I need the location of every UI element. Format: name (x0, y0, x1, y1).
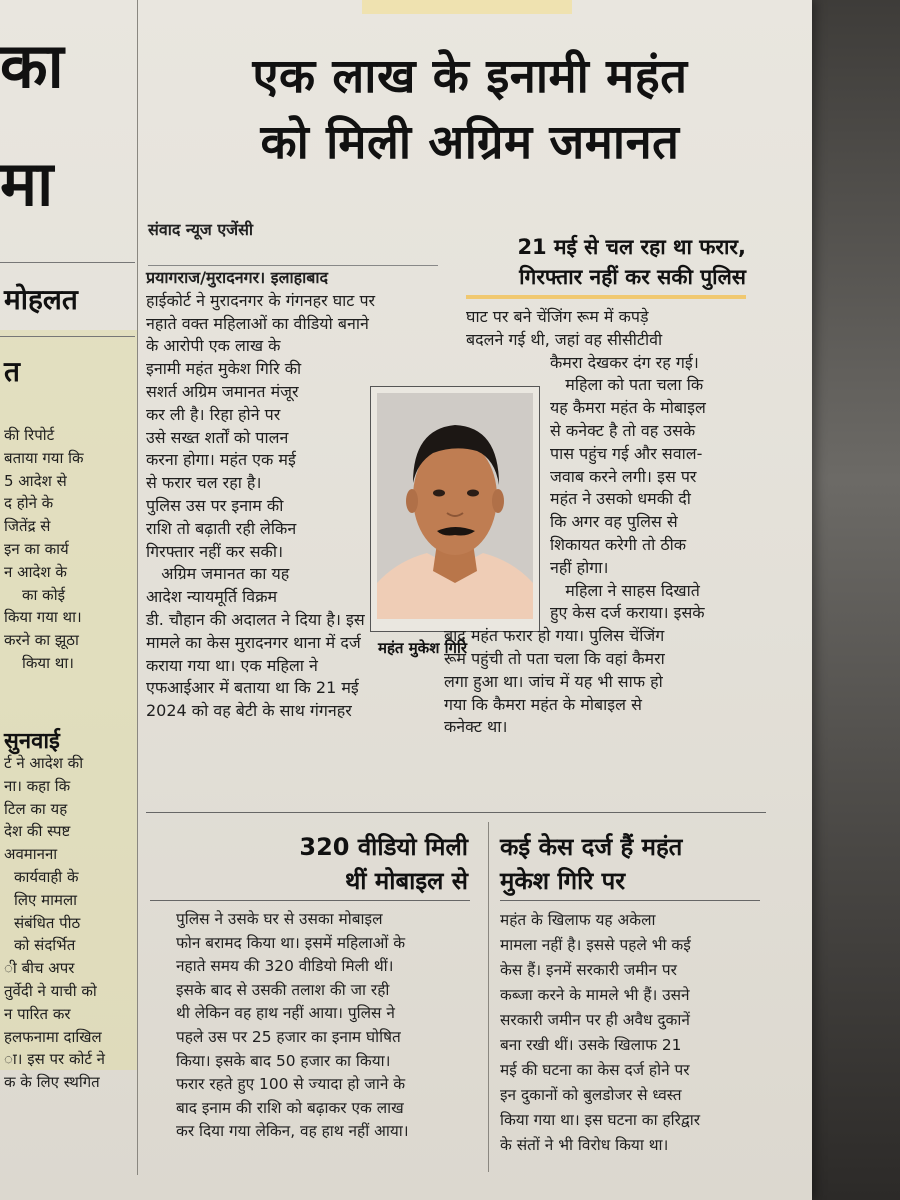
heading-line: 320 वीडियो मिली (299, 833, 468, 861)
text-line: प्रयागराज/मुरादनगर। इलाहाबाद (146, 268, 329, 287)
text-line: किया था। (22, 653, 74, 672)
photo-caption: महंत मुकेश गिरि (378, 639, 467, 657)
text-line: करने का झूठा (4, 631, 79, 650)
left-subhead-sunvai: सुनवाई (4, 729, 60, 754)
text-line: के आरोपी एक लाख के (146, 336, 281, 356)
subhead-underline (466, 295, 746, 299)
text-line: इसके बाद से उसकी तलाश की जा रही (176, 980, 390, 999)
text-line: टिल का यह (4, 799, 68, 818)
text-line: इनामी महंत मुकेश गिरि की (146, 359, 302, 379)
text-line: फरार रहते हुए 100 से ज्यादा हो जाने के (176, 1075, 406, 1094)
text-line: घाट पर बने चेंजिंग रूम में कपड़े (466, 307, 649, 326)
text-line: जवाब करने लगी। इस पर (550, 466, 697, 486)
text-line: लगा हुआ था। जांच में यह भी साफ हो (444, 671, 663, 691)
text-line: महंत ने उसको धमकी दी (550, 489, 691, 509)
box-right-text (500, 908, 770, 1158)
box-left-heading (268, 830, 468, 898)
text-line: महंत के खिलाफ यह अकेला (500, 911, 656, 929)
text-line: इन का कार्य (4, 539, 69, 558)
divider (0, 262, 135, 263)
text-line: मई की घटना का केस दर्ज होने पर (500, 1061, 690, 1079)
text-line: की रिपोर्ट (4, 426, 55, 444)
text-line: 5 आदेश से (4, 471, 67, 490)
text-line: कार्यवाही के (14, 867, 79, 886)
text-line: केस हैं। इनमें सरकारी जमीन पर (500, 961, 677, 979)
text-line: मामले का केस मुरादनगर थाना में दर्ज (146, 632, 361, 652)
text-line: बताया गया कि (4, 448, 84, 467)
divider (0, 336, 135, 337)
left-subhead-mohlat: मोहलत (4, 283, 78, 316)
box-right-heading (500, 830, 682, 898)
text-line: किया गया था। (4, 608, 82, 627)
background-surface (800, 0, 900, 1200)
left-section-fragment: त (4, 355, 20, 388)
text-line: मामला नहीं है। इससे पहले भी कई (500, 936, 691, 954)
text-line: हलफनामा दाखिल (4, 1027, 102, 1046)
text-line: को संदर्भित (14, 936, 76, 955)
text-line: करना होगा। महंत एक मई (146, 450, 296, 470)
text-line: रूम पहुंची तो पता चला कि वहां कैमरा (444, 648, 665, 668)
text-line: कराया गया था। एक महिला ने (146, 655, 318, 675)
text-line: हाईकोर्ट ने मुरादनगर के गंगनहर घाट पर (146, 290, 376, 310)
left-headline-fragment-2: मा (0, 147, 54, 220)
text-line: आदेश न्यायमूर्ति विक्रम (146, 587, 278, 607)
highlight-strip (362, 0, 572, 14)
byline-agency: संवाद न्यूज एजेंसी (148, 220, 254, 239)
article-column-2 (444, 306, 762, 739)
text-line: नहाते समय की 320 वीडियो मिली थीं। (176, 957, 394, 976)
box-column-divider (488, 822, 489, 1172)
text-line: ा। इस पर कोर्ट ने (4, 1050, 106, 1069)
subhead-line-1: 21 मई से चल रहा था फरार, (517, 235, 746, 259)
text-line: 2024 को वह बेटी के साथ गंगनहर (146, 701, 352, 721)
text-line: बना रखी थीं। उसके खिलाफ 21 (500, 1036, 682, 1054)
text-line: हुए केस दर्ज कराया। इसके (550, 603, 705, 623)
heading-underline (500, 900, 760, 901)
text-line: के संतों ने भी विरोध किया था। (500, 1136, 669, 1154)
text-line: संबंधित पीठ (14, 913, 81, 932)
text-line: नहाते वक्त महिलाओं का वीडियो बनाने (146, 313, 369, 333)
text-line: का कोई (22, 585, 65, 604)
text-line: अग्रिम जमानत का यह (146, 564, 290, 584)
column-divider (137, 0, 138, 1175)
text-line: डी. चौहान की अदालत ने दिया है। इस (146, 609, 365, 629)
text-line: ी बीच अपर (4, 959, 75, 978)
left-headline-fragment-1: का (0, 29, 64, 102)
text-line: एफआईआर में बताया था कि 21 मई (146, 678, 359, 698)
text-line: पुलिस उस पर इनाम की (146, 495, 284, 515)
article-subhead (468, 232, 746, 292)
article-headline (145, 44, 795, 176)
text-line: द होने के (4, 494, 54, 513)
left-column-text (0, 424, 137, 675)
text-line: लिए मामला (14, 890, 77, 909)
text-line: कनेक्ट था। (444, 717, 508, 737)
text-line: र्ट ने आदेश की (4, 754, 84, 772)
text-line: महिला ने साहस दिखाते (550, 580, 700, 600)
text-line: से फरार चल रहा है। (146, 473, 262, 493)
text-line: क के लिए स्थगित (4, 1073, 100, 1092)
heading-line: कई केस दर्ज हैं महंत (500, 833, 683, 861)
left-column-text-2 (0, 752, 137, 1094)
headline-line-1: एक लाख के इनामी महंत (252, 49, 688, 104)
heading-line: मुकेश गिरि पर (500, 867, 626, 895)
text-line: पहले उस पर 25 हजार का इनाम घोषित (176, 1027, 401, 1046)
text-line: फोन बरामद किया था। इसमें महिलाओं के (176, 933, 406, 952)
text-line: कब्जा करने के मामले भी हैं। उसने (500, 986, 690, 1004)
text-line: ना। कहा कि (4, 776, 71, 795)
text-line: इन दुकानों को बुलडोजर से ध्वस्त (500, 1086, 682, 1104)
text-line: न आदेश के (4, 562, 67, 581)
text-line: बाद इनाम की राशि को बढ़ाकर एक लाख (176, 1098, 404, 1117)
box-left-text (148, 908, 474, 1144)
text-line: गिरफ्तार नहीं कर सकी। (146, 541, 284, 561)
text-line: कि अगर वह पुलिस से (550, 512, 678, 532)
section-divider (146, 812, 766, 813)
text-line: तुर्वेदी ने याची को (4, 981, 97, 1000)
byline-rule (148, 265, 438, 266)
text-line: यह कैमरा महंत के मोबाइल (550, 398, 706, 418)
text-line: महिला को पता चला कि (550, 375, 704, 395)
text-line: पुलिस ने उसके घर से उसका मोबाइल (176, 910, 383, 928)
text-line: बाद महंत फरार हो गया। पुलिस चेंजिंग (444, 626, 665, 646)
text-line: थी लेकिन वह हाथ नहीं आया। पुलिस ने (176, 1004, 395, 1023)
headline-line-2: को मिली अग्रिम जमानत (260, 115, 680, 170)
text-line: न पारित कर (4, 1004, 71, 1023)
text-line: गया कि कैमरा महंत के मोबाइल से (444, 694, 642, 714)
text-line: देश की स्पष्ट (4, 822, 71, 841)
text-line: राशि तो बढ़ाती रही लेकिन (146, 518, 297, 538)
text-line: शिकायत करेगी तो ठीक (550, 534, 687, 554)
text-line: किया। इसके बाद 50 हजार का किया। (176, 1051, 391, 1070)
text-line: कर ली है। रिहा होने पर (146, 404, 281, 424)
text-line: से कनेक्ट है तो वह उसके (550, 420, 696, 440)
heading-underline (150, 900, 470, 901)
heading-line: थीं मोबाइल से (344, 867, 468, 895)
text-line: सरकारी जमीन पर ही अवैध दुकानें (500, 1011, 690, 1029)
text-line: उसे सख्त शर्तों को पालन (146, 427, 289, 447)
subhead-line-2: गिरफ्तार नहीं कर सकी पुलिस (519, 265, 746, 289)
left-neighbour-column (0, 0, 137, 1200)
text-line: नहीं होगा। (550, 557, 609, 577)
text-line: किया गया था। इस घटना का हरिद्वार (500, 1111, 701, 1129)
text-line: अवमानना (4, 845, 58, 864)
text-line: कर दिया गया लेकिन, वह हाथ नहीं आया। (176, 1122, 409, 1141)
text-line: जितेंद्र से (4, 517, 51, 536)
text-line: बदलने गई थी, जहां वह सीसीटीवी (466, 329, 663, 349)
text-line: पास पहुंच गई और सवाल- (550, 443, 703, 463)
text-line: सशर्त अग्रिम जमानत मंजूर (146, 381, 299, 401)
text-line: कैमरा देखकर दंग रह गई। (550, 352, 699, 372)
